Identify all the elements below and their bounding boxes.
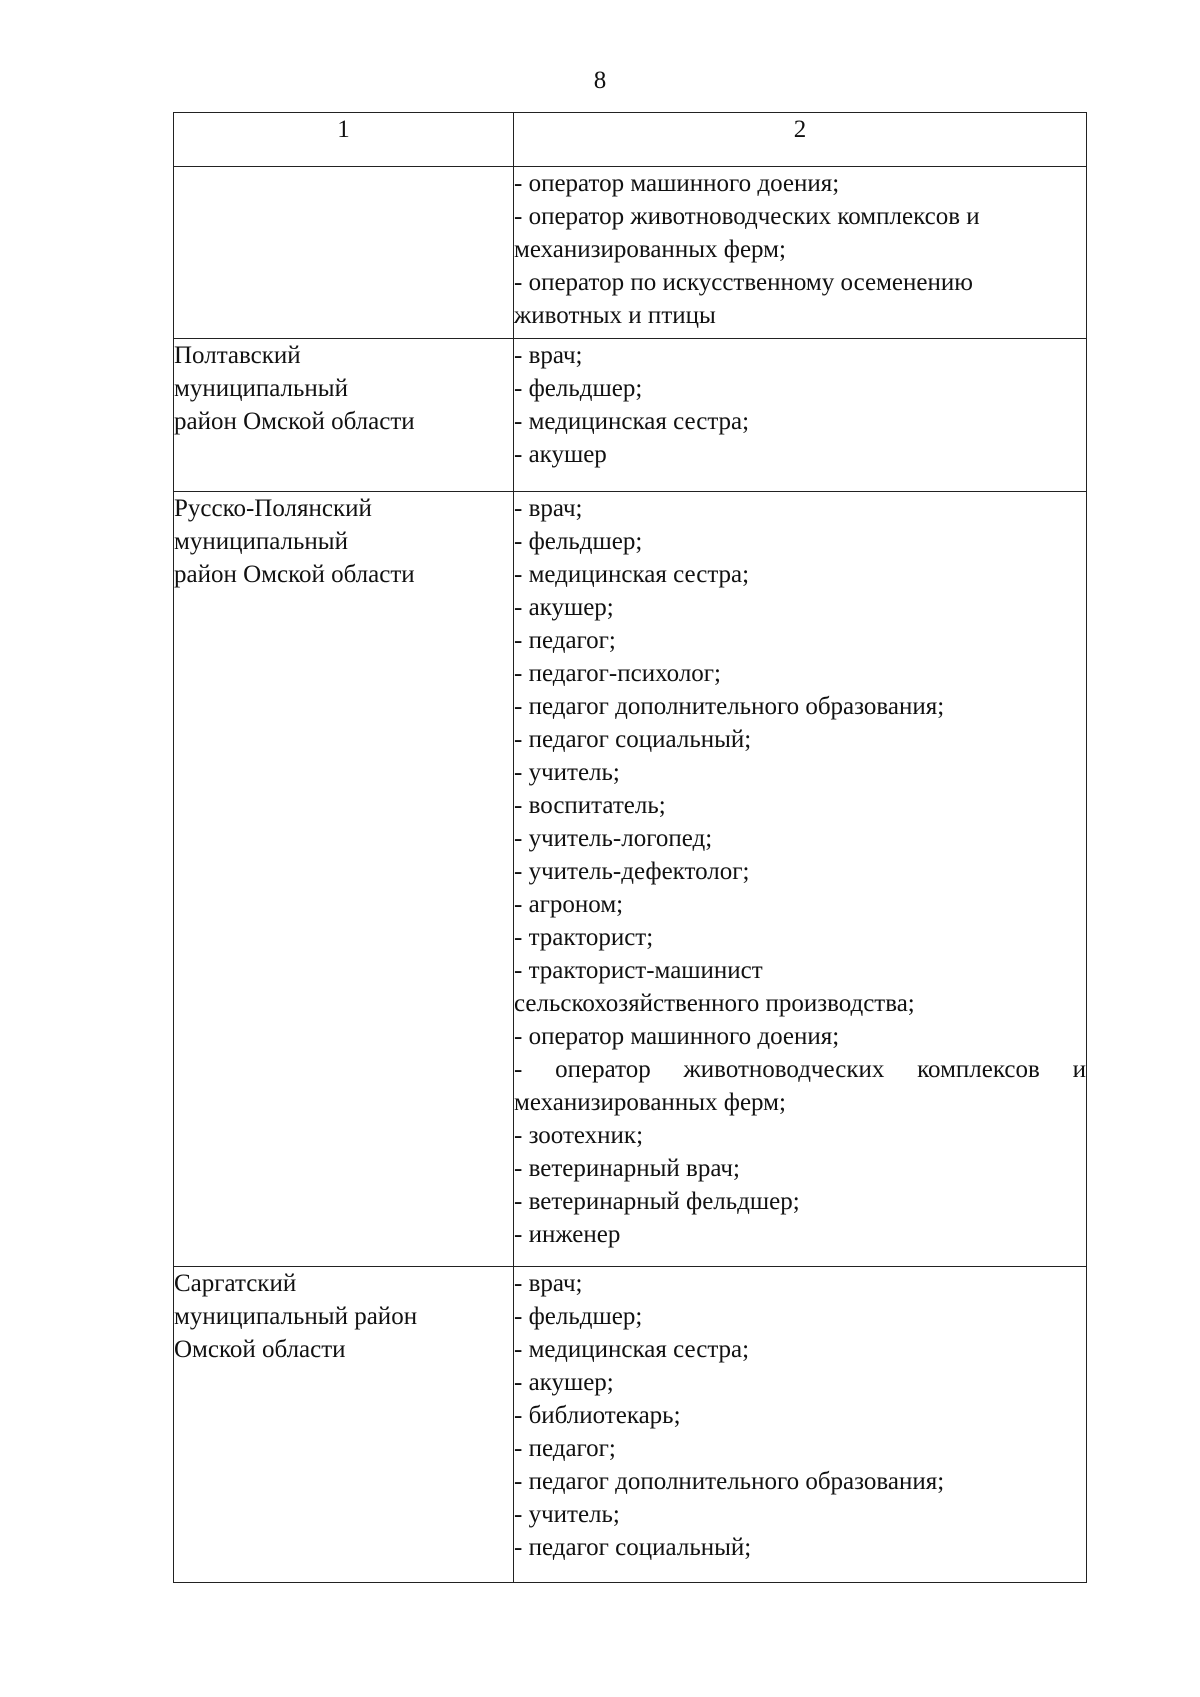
list-item: - воспитатель;: [514, 792, 666, 819]
table-row: [174, 167, 1087, 339]
region-cell: [174, 339, 514, 492]
list-item: - фельдшер;: [514, 1303, 643, 1330]
list-item: - тракторист-машинист: [514, 957, 763, 984]
list-item: - фельдшер;: [514, 375, 643, 402]
list-item: - библиотекарь;: [514, 1402, 681, 1429]
list-item: - акушер: [514, 441, 607, 468]
region-cell: [174, 167, 514, 339]
region-name-line: муниципальный: [174, 375, 348, 402]
list-item: - тракторист;: [514, 924, 654, 951]
table-row: [174, 492, 1087, 1267]
list-item: - педагог социальный;: [514, 1534, 752, 1561]
list-item: - учитель-дефектолог;: [514, 858, 750, 885]
region-cell: [174, 1267, 514, 1583]
occupation-list: [514, 1267, 1086, 1564]
list-item: механизированных ферм;: [514, 1089, 786, 1116]
list-item: - оператор машинного доения;: [514, 170, 840, 197]
list-item: - медицинская сестра;: [514, 561, 750, 588]
list-item: - педагог социальный;: [514, 726, 752, 753]
list-item: - учитель;: [514, 1501, 620, 1528]
list-item: - учитель-логопед;: [514, 825, 713, 852]
column-header-1: 1: [174, 113, 514, 167]
list-item: - врач;: [514, 495, 583, 522]
list-item: - учитель;: [514, 759, 620, 786]
occupation-cell: [514, 167, 1087, 339]
occupation-list: [514, 167, 1086, 332]
occupation-cell: [514, 492, 1087, 1267]
table-row: [174, 1267, 1087, 1583]
list-item: - педагог дополнительного образования;: [514, 693, 945, 720]
page-number: 8: [593, 67, 607, 94]
list-item: - педагог-психолог;: [514, 660, 721, 687]
list-item: - медицинская сестра;: [514, 408, 750, 435]
list-item: животных и птицы: [514, 302, 716, 329]
region-name-line: Саргатский: [174, 1270, 297, 1297]
occupation-list: [514, 492, 1086, 1251]
list-item: - педагог дополнительного образования;: [514, 1468, 945, 1495]
column-header-2: 2: [514, 113, 1087, 167]
list-item: - оператор машинного доения;: [514, 1023, 840, 1050]
occupation-cell: [514, 1267, 1087, 1583]
list-item: - акушер;: [514, 1369, 614, 1396]
list-item: - акушер;: [514, 594, 614, 621]
list-item: - агроном;: [514, 891, 624, 918]
list-item: - ветеринарный фельдшер;: [514, 1188, 800, 1215]
list-item: - инженер: [514, 1221, 621, 1248]
region-name-line: район Омской области: [174, 408, 415, 435]
region-name-line: район Омской области: [174, 561, 415, 588]
list-item: механизированных ферм;: [514, 236, 786, 263]
list-item: - медицинская сестра;: [514, 1336, 750, 1363]
list-item: сельскохозяйственного производства;: [514, 990, 915, 1017]
region-name-line: муниципальный район: [174, 1303, 418, 1330]
occupations-table: [173, 112, 1087, 1583]
list-item: - зоотехник;: [514, 1122, 644, 1149]
region-cell: [174, 492, 514, 1267]
table-header-row: [174, 113, 1087, 167]
list-item: - врач;: [514, 342, 583, 369]
occupation-list: [514, 339, 1086, 471]
region-name-line: Омской области: [174, 1336, 346, 1363]
table-row: [174, 339, 1087, 492]
region-name-line: муниципальный: [174, 528, 348, 555]
list-item: - ветеринарный врач;: [514, 1155, 740, 1182]
list-item: - педагог;: [514, 627, 616, 654]
list-item: - врач;: [514, 1270, 583, 1297]
occupation-cell: [514, 339, 1087, 492]
list-item: - оператор животноводческих комплексов и: [514, 1056, 1086, 1083]
list-item: - педагог;: [514, 1435, 616, 1462]
list-item: - оператор животноводческих комплексов и: [514, 203, 980, 230]
region-name-line: Полтавский: [174, 342, 301, 369]
list-item: - оператор по искусственному осеменению: [514, 269, 973, 296]
region-name-line: Русско-Полянский: [174, 495, 372, 522]
list-item: - фельдшер;: [514, 528, 643, 555]
